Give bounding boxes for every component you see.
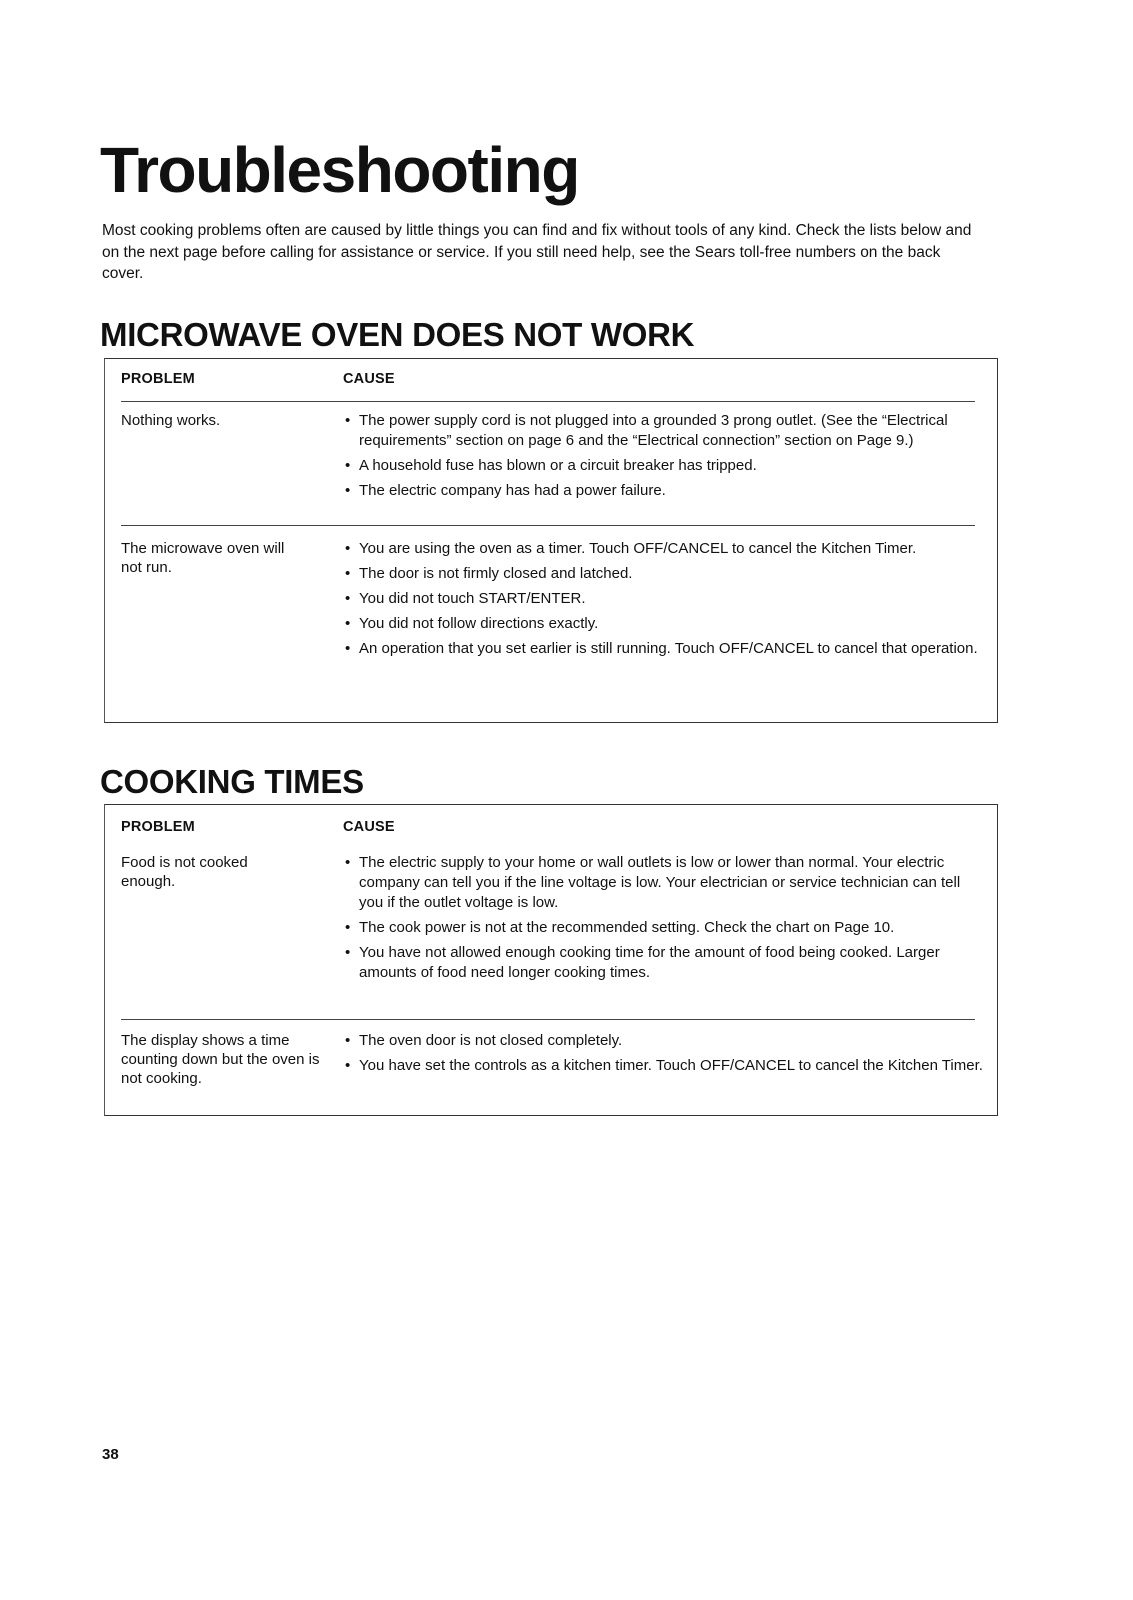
problem-column-header: PROBLEM <box>121 819 195 835</box>
cause-item: • You did not touch START/ENTER. <box>343 589 983 609</box>
problem-text: The microwave oven will not run. <box>121 540 285 576</box>
cause-item: • You have set the controls as a kitchen timer. Touch OFF/CANCEL to cancel the Kitchen Timer. <box>343 1056 983 1076</box>
cause-item: • You are using the oven as a timer. Touch OFF/CANCEL to cancel the Kitchen Timer. <box>343 539 983 559</box>
cause-item: • The oven door is not closed completely. <box>343 1031 983 1051</box>
troubleshooting-table-oven-does-not-work <box>104 358 998 723</box>
cause-list <box>343 1031 983 1081</box>
cause-list <box>343 539 983 664</box>
page-title: Troubleshooting <box>100 134 579 206</box>
cause-column-header: CAUSE <box>343 819 395 835</box>
row-divider <box>121 525 975 526</box>
cause-column-header: CAUSE <box>343 371 395 387</box>
problem-column-header: PROBLEM <box>121 371 195 387</box>
problem-text: The display shows a time counting down but the oven is not cooking. <box>121 1032 320 1087</box>
section-heading-oven-does-not-work: MICROWAVE OVEN DOES NOT WORK <box>100 316 695 353</box>
cause-item: • You have not allowed enough cooking time for the amount of food being cooked. Larger amounts of food need longer cooking times. <box>343 943 983 983</box>
problem-text: Nothing works. <box>121 412 221 429</box>
cause-item: • The electric company has had a power failure. <box>343 481 983 501</box>
header-divider <box>121 401 975 402</box>
cause-item: • A household fuse has blown or a circuit breaker has tripped. <box>343 456 983 476</box>
intro-paragraph: Most cooking problems often are caused by little things you can find and fix without tools of any kind. Check the lists below and on the next page before calling for assistance or service. If you still need help, see the Sears toll-free numbers on the back cover. <box>102 222 972 282</box>
section-heading-cooking-times: COOKING TIMES <box>100 763 364 800</box>
cause-item: • You did not follow directions exactly. <box>343 614 983 634</box>
cause-list <box>343 411 983 506</box>
cause-item: • The electric supply to your home or wall outlets is low or lower than normal. Your electric company can tell you if the line voltage is low. Your electrician or service technician can tell you if the outlet voltage is low. <box>343 853 983 913</box>
troubleshooting-table-cooking-times <box>104 804 998 1116</box>
cause-item: • The power supply cord is not plugged into a grounded 3 prong outlet. (See the “Electrical requirements” section on page 6 and the “Electrical connection” section on Page 9.) <box>343 411 983 451</box>
cause-item: • The cook power is not at the recommended setting. Check the chart on Page 10. <box>343 918 983 938</box>
cause-item: • The door is not firmly closed and latched. <box>343 564 983 584</box>
page-number: 38 <box>102 1446 119 1463</box>
problem-text: Food is not cooked enough. <box>121 854 248 890</box>
cause-list <box>343 853 983 988</box>
row-divider <box>121 1019 975 1020</box>
cause-item: • An operation that you set earlier is still running. Touch OFF/CANCEL to cancel that operation. <box>343 639 983 659</box>
